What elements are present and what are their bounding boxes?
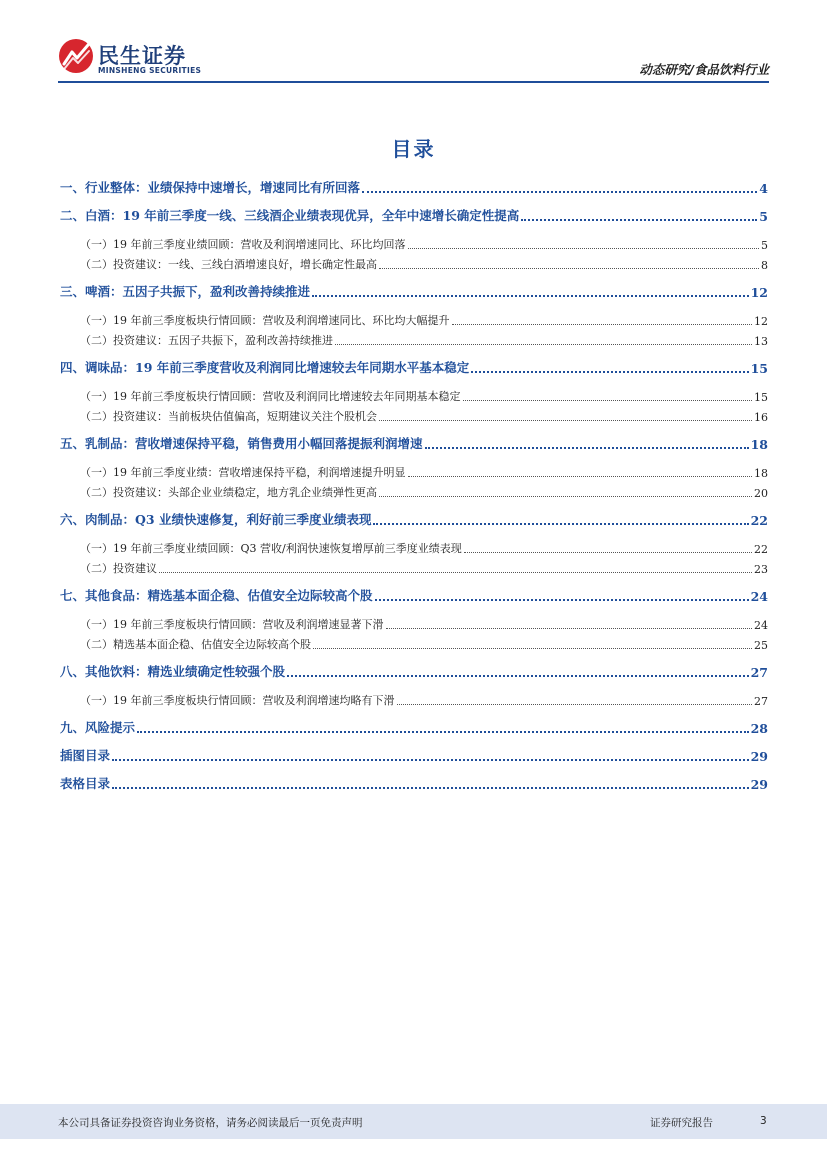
toc-entry-page: 18 <box>754 467 768 480</box>
toc-entry-level2[interactable] <box>60 634 768 652</box>
toc-entry-level1[interactable] <box>60 282 768 300</box>
toc-entry-page: 18 <box>750 437 768 452</box>
toc-entry-level2[interactable] <box>60 482 768 500</box>
toc-leader-dots <box>112 759 749 761</box>
toc-entry-page: 25 <box>754 639 768 652</box>
toc-leader-dots <box>521 219 757 221</box>
toc-entry-page: 29 <box>750 749 768 764</box>
report-type-label: 动态研究/食品饮料行业 <box>639 62 769 77</box>
toc-leader-dots <box>464 552 752 553</box>
toc-entry-page: 24 <box>754 619 768 632</box>
toc-entry-page: 13 <box>754 335 768 348</box>
toc-entry-level2[interactable] <box>60 310 768 328</box>
logo-english-name: MINSHENG SECURITIES <box>98 66 202 75</box>
footer-disclaimer: 本公司具备证券投资咨询业务资格，请务必阅读最后一页免责声明 <box>58 1117 363 1129</box>
toc-leader-dots <box>313 648 752 649</box>
page-footer <box>0 1104 827 1139</box>
toc-entry-level2[interactable] <box>60 558 768 576</box>
toc-entry-page: 22 <box>750 513 768 528</box>
header-divider <box>58 81 769 83</box>
toc-leader-dots <box>312 295 749 297</box>
toc-leader-dots <box>463 400 753 401</box>
toc-entry-page: 5 <box>761 239 768 252</box>
toc-entry-page: 24 <box>750 589 768 604</box>
toc-entry-level2[interactable] <box>60 462 768 480</box>
toc-entry-level2[interactable] <box>60 406 768 424</box>
toc-entry-page: 27 <box>754 695 768 708</box>
toc-entry-title: 插图目录 <box>60 748 111 763</box>
toc-entry-level1[interactable] <box>60 510 768 528</box>
toc-entry-page: 28 <box>750 721 768 736</box>
toc-leader-dots <box>373 523 748 525</box>
toc-entry-title: （二）投资建议：一线、三线白酒增速良好，增长确定性最高 <box>80 258 377 271</box>
toc-entry-page: 15 <box>754 391 768 404</box>
toc-leader-dots <box>471 371 748 373</box>
toc-entry-title: （二）精选基本面企稳、估值安全边际较高个股 <box>80 638 311 651</box>
toc-entry-level1[interactable] <box>60 774 768 792</box>
toc-entry-page: 27 <box>750 665 768 680</box>
toc-entry-level1[interactable] <box>60 434 768 452</box>
toc-entry-title: 九、风险提示 <box>60 720 136 735</box>
toc-leader-dots <box>425 447 749 449</box>
toc-entry-title: 八、其他饮料：精选业绩确定性较强个股 <box>60 664 286 679</box>
toc-entry-title: （一）19 年前三季度业绩回顾：营收及利润增速同比、环比均回落 <box>80 238 406 251</box>
toc-entry-level1[interactable] <box>60 358 768 376</box>
toc-entry-page: 22 <box>754 543 768 556</box>
toc-entry-page: 8 <box>761 259 768 272</box>
toc-entry-title: 三、啤酒：五因子共振下，盈利改善持续推进 <box>60 284 311 299</box>
toc-entry-title: （一）19 年前三季度业绩：营收增速保持平稳，利润增速提升明显 <box>80 466 406 479</box>
toc-entry-title: 七、其他食品：精选基本面企稳、估值安全边际较高个股 <box>60 588 373 603</box>
toc-leader-dots <box>379 268 759 269</box>
toc-entry-title: （二）投资建议：头部企业业绩稳定，地方乳企业绩弹性更高 <box>80 486 377 499</box>
toc-entry-page: 4 <box>759 181 768 196</box>
logo-chinese-name: 民生证券 <box>98 44 186 68</box>
page-header <box>0 0 827 90</box>
toc-entry-title: 五、乳制品：营收增速保持平稳，销售费用小幅回落提振利润增速 <box>60 436 423 451</box>
toc-leader-dots <box>287 675 749 677</box>
toc-entry-title: （一）19 年前三季度板块行情回顾：营收及利润同比增速较去年同期基本稳定 <box>80 390 461 403</box>
footer-report-label: 证券研究报告 <box>650 1117 713 1129</box>
toc-leader-dots <box>159 572 752 573</box>
toc-entry-page: 23 <box>754 563 768 576</box>
toc-leader-dots <box>386 628 753 629</box>
toc-entry-page: 12 <box>750 285 768 300</box>
toc-entry-title: （一）19 年前三季度板块行情回顾：营收及利润增速同比、环比均大幅提升 <box>80 314 450 327</box>
toc-entry-title: （二）投资建议：当前板块估值偏高，短期建议关注个股机会 <box>80 410 377 423</box>
toc-entry-level1[interactable] <box>60 662 768 680</box>
toc-entry-level2[interactable] <box>60 386 768 404</box>
toc-entry-level1[interactable] <box>60 178 768 196</box>
toc-entry-page: 15 <box>750 361 768 376</box>
toc-entry-level2[interactable] <box>60 234 768 252</box>
toc-leader-dots <box>137 731 749 733</box>
toc-entry-level1[interactable] <box>60 586 768 604</box>
toc-entry-page: 16 <box>754 411 768 424</box>
minsheng-logo-icon <box>58 38 94 74</box>
toc-entry-title: 六、肉制品：Q3 业绩快速修复，利好前三季度业绩表现 <box>60 512 372 527</box>
toc-entry-title: （二）投资建议 <box>80 562 157 575</box>
toc-entry-page: 29 <box>750 777 768 792</box>
toc-entry-level1[interactable] <box>60 718 768 736</box>
toc-leader-dots <box>452 324 753 325</box>
toc-entry-level1[interactable] <box>60 746 768 764</box>
toc-entry-title: （一）19 年前三季度板块行情回顾：营收及利润增速显著下滑 <box>80 618 384 631</box>
toc-leader-dots <box>362 191 757 193</box>
toc-entry-level2[interactable] <box>60 330 768 348</box>
toc-entry-page: 5 <box>759 209 768 224</box>
toc-entry-level2[interactable] <box>60 538 768 556</box>
toc-leader-dots <box>379 420 752 421</box>
toc-entry-page: 12 <box>754 315 768 328</box>
toc-leader-dots <box>379 496 752 497</box>
toc-leader-dots <box>112 787 749 789</box>
toc-entry-title: 表格目录 <box>60 776 111 791</box>
toc-entry-level1[interactable] <box>60 206 768 224</box>
toc-entry-title: （二）投资建议：五因子共振下，盈利改善持续推进 <box>80 334 333 347</box>
toc-entry-level2[interactable] <box>60 614 768 632</box>
toc-entry-title: （一）19 年前三季度板块行情回顾：营收及利润增速均略有下滑 <box>80 694 395 707</box>
toc-entry-page: 20 <box>754 487 768 500</box>
toc-entry-title: （一）19 年前三季度业绩回顾：Q3 营收/利润快速恢复增厚前三季度业绩表现 <box>80 542 462 555</box>
toc-leader-dots <box>335 344 752 345</box>
toc-leader-dots <box>408 476 753 477</box>
page-number: 3 <box>760 1115 767 1127</box>
toc-title: 目录 <box>391 137 436 161</box>
toc-entry-title: 一、行业整体：业绩保持中速增长，增速同比有所回落 <box>60 180 361 195</box>
minsheng-logo <box>58 38 218 78</box>
toc-leader-dots <box>397 704 753 705</box>
toc-leader-dots <box>408 248 760 249</box>
toc-entry-level2[interactable] <box>60 690 768 708</box>
toc-leader-dots <box>375 599 749 601</box>
toc-entry-title: 四、调味品：19 年前三季度营收及利润同比增速较去年同期水平基本稳定 <box>60 360 470 375</box>
toc-entry-level2[interactable] <box>60 254 768 272</box>
toc-entry-title: 二、白酒：19 年前三季度一线、三线酒企业绩表现优异，全年中速增长确定性提高 <box>60 208 520 223</box>
